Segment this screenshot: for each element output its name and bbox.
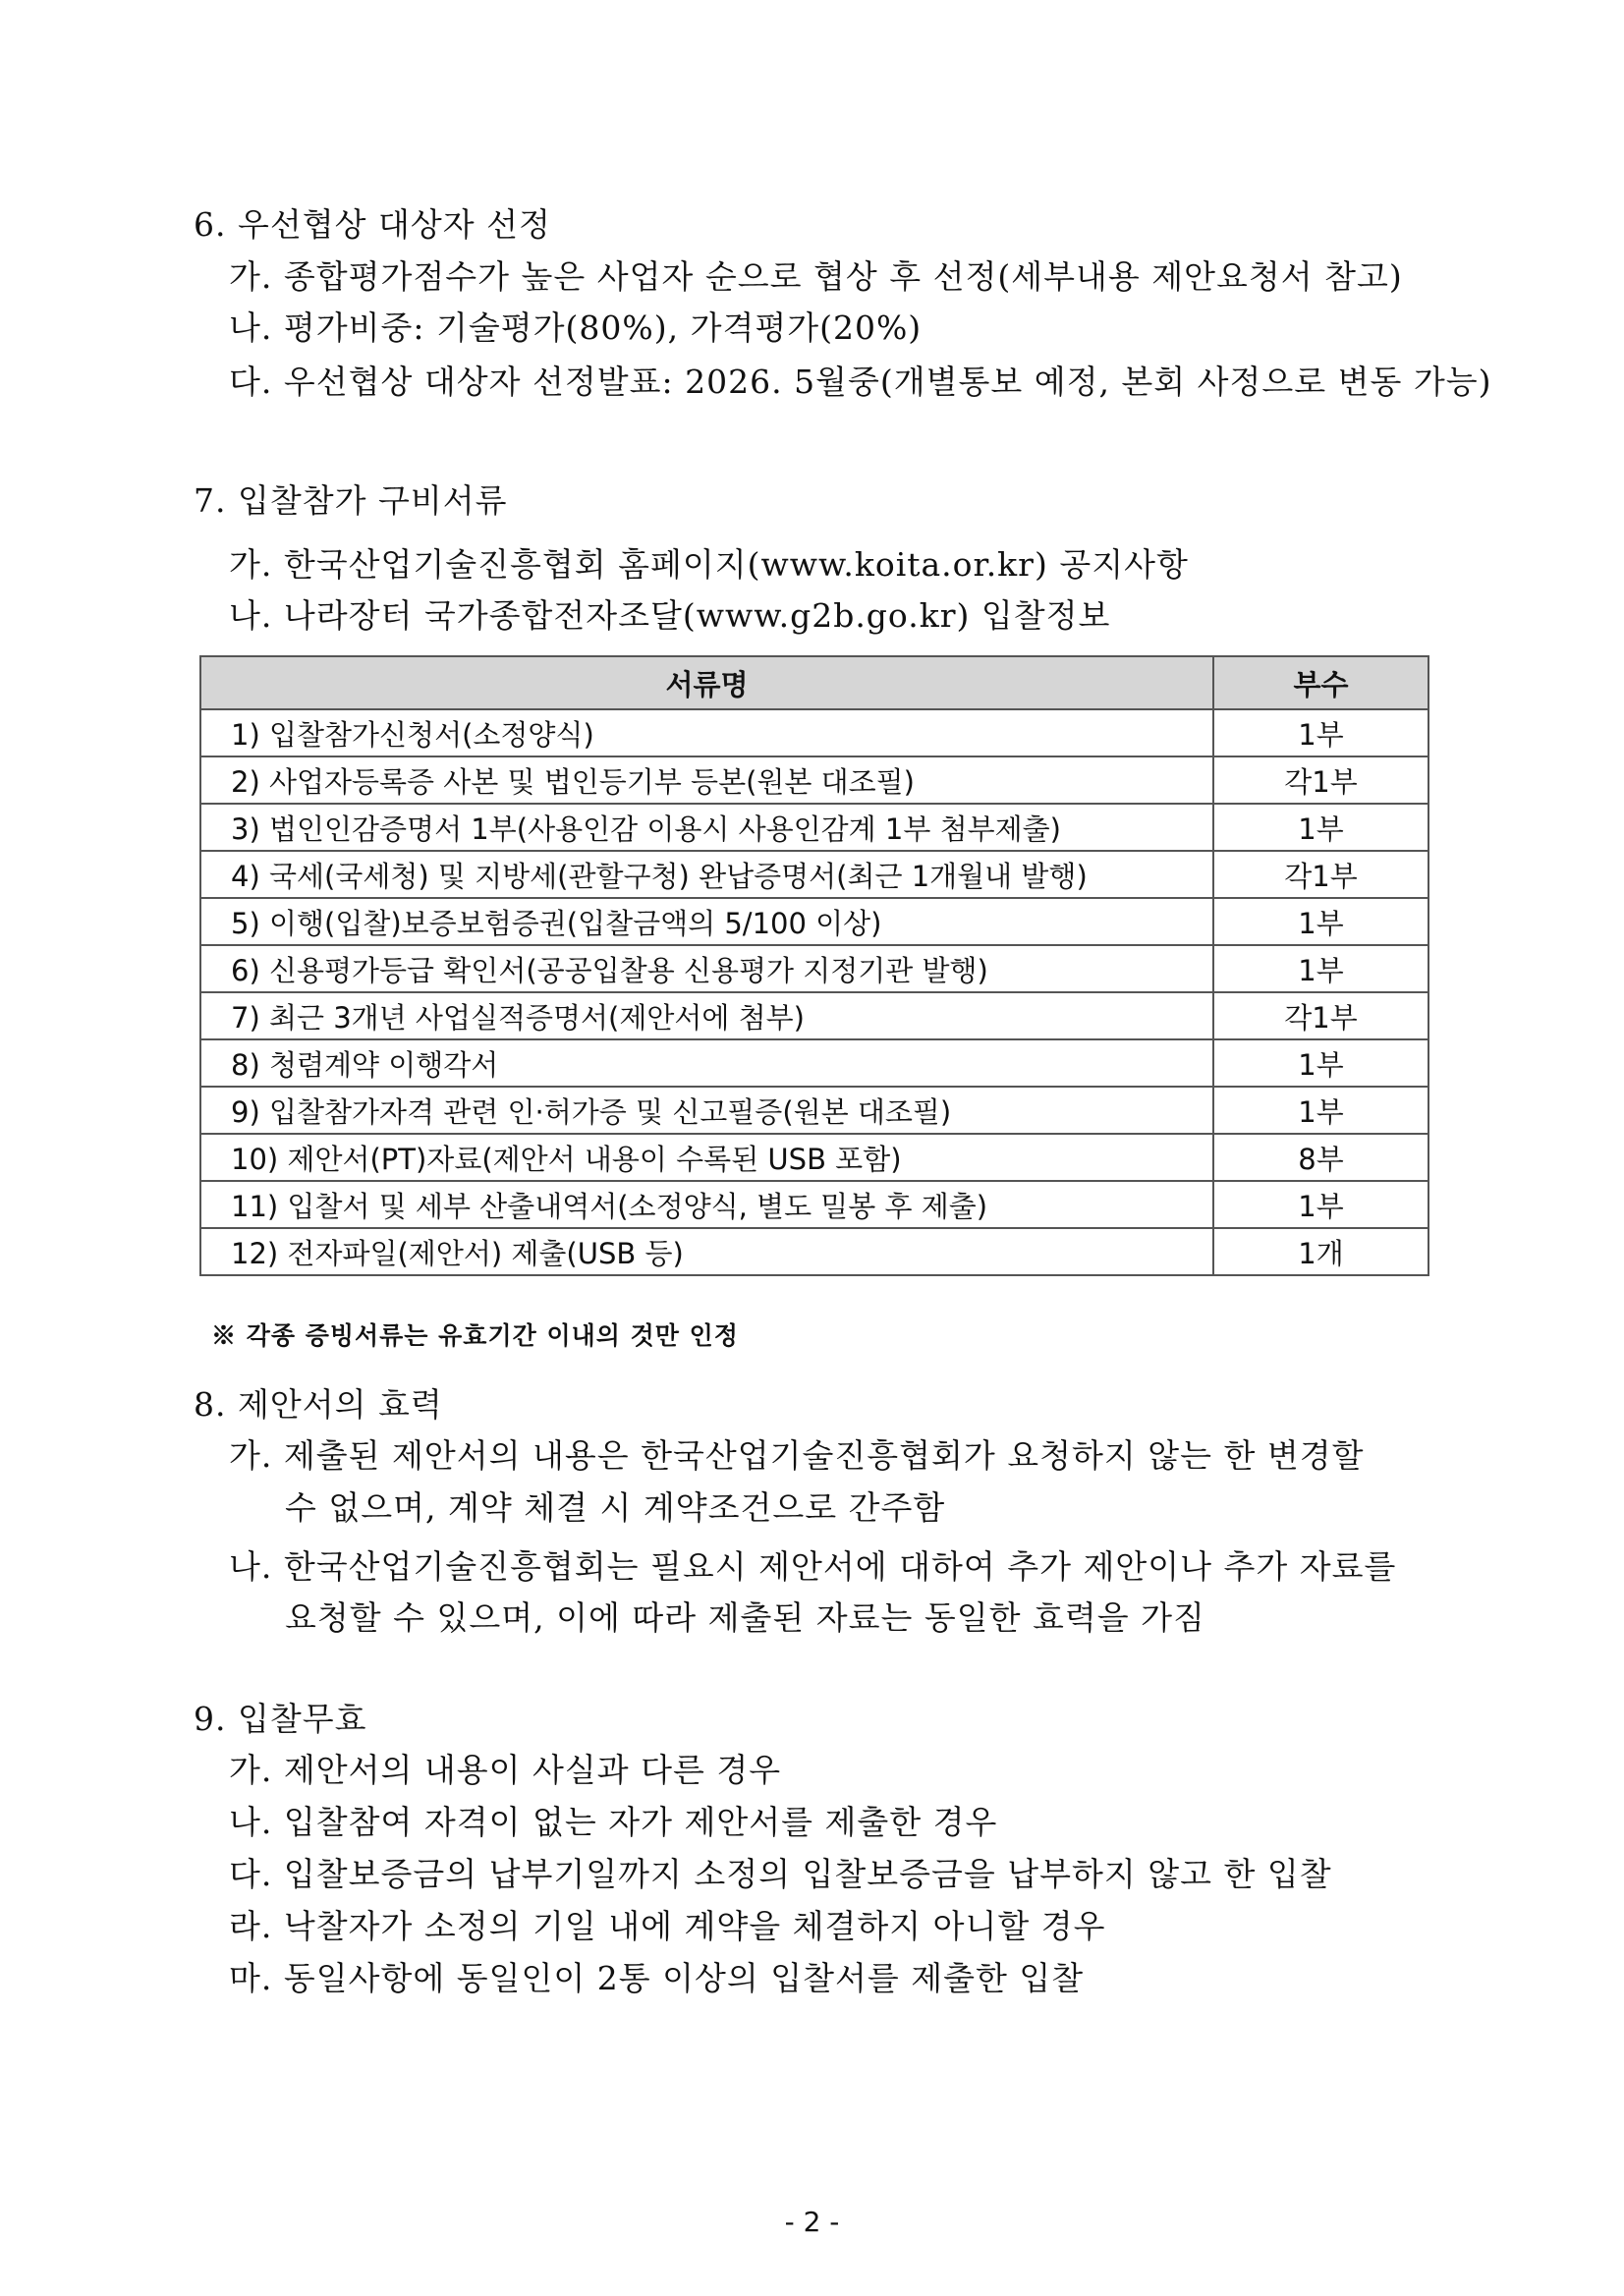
document-name: 12) 전자파일(제안서) 제출(USB 등)	[200, 1228, 1213, 1275]
table-row	[200, 992, 1428, 1039]
table-row	[200, 851, 1428, 898]
table-row	[200, 804, 1428, 851]
document-copies: 각1부	[1213, 851, 1428, 898]
document-copies: 1부	[1213, 1039, 1428, 1087]
document-copies: 8부	[1213, 1134, 1428, 1181]
document-copies: 각1부	[1213, 992, 1428, 1039]
section-9-item-a: 가. 제안서의 내용이 사실과 다른 경우	[229, 1751, 782, 1789]
section-9-item-e: 마. 동일사항에 동일인이 2통 이상의 입찰서를 제출한 입찰	[229, 1959, 1085, 1997]
section-9-item-c: 다. 입찰보증금의 납부기일까지 소정의 입찰보증금을 납부하지 않고 한 입찰	[229, 1855, 1332, 1893]
section-8-item-b-cont: 요청할 수 있으며, 이에 따라 제출된 자료는 동일한 효력을 가짐	[285, 1598, 1205, 1637]
section-9-item-d: 라. 낙찰자가 소정의 기일 내에 계약을 체결하지 아니할 경우	[229, 1907, 1106, 1945]
document-copies: 1부	[1213, 1087, 1428, 1134]
table-row	[200, 1087, 1428, 1134]
document-name: 8) 청렴계약 이행각서	[200, 1039, 1213, 1087]
page-number: - 2 -	[784, 2206, 840, 2238]
document-name: 11) 입찰서 및 세부 산출내역서(소정양식, 별도 밀봉 후 제출)	[200, 1181, 1213, 1228]
section-7-item-a: 가. 한국산업기술진흥협회 홈페이지(www.koita.or.kr) 공지사항	[229, 545, 1189, 584]
document-copies: 각1부	[1213, 756, 1428, 804]
document-name: 10) 제안서(PT)자료(제안서 내용이 수록된 USB 포함)	[200, 1134, 1213, 1181]
section-6-item-c: 다. 우선협상 대상자 선정발표: 2026. 5월중(개별통보 예정, 본회 사정으로 변동 가능)	[229, 363, 1492, 401]
document-copies: 1부	[1213, 1181, 1428, 1228]
document-copies: 1개	[1213, 1228, 1428, 1275]
table-row	[200, 1228, 1428, 1275]
table-row	[200, 1181, 1428, 1228]
section-6-title: 6. 우선협상 대상자 선정	[194, 205, 551, 244]
table-note: ※ 각종 증빙서류는 유효기간 이내의 것만 인정	[211, 1321, 739, 1350]
document-name: 7) 최근 3개년 사업실적증명서(제안서에 첨부)	[200, 992, 1213, 1039]
document-copies: 1부	[1213, 945, 1428, 992]
document-name: 3) 법인인감증명서 1부(사용인감 이용시 사용인감계 1부 첨부제출)	[200, 804, 1213, 851]
section-9-item-b: 나. 입찰참여 자격이 없는 자가 제안서를 제출한 경우	[229, 1803, 998, 1841]
section-8-item-b: 나. 한국산업기술진흥협회는 필요시 제안서에 대하여 추가 제안이나 추가 자료를	[229, 1547, 1397, 1586]
table-row	[200, 1134, 1428, 1181]
document-copies: 1부	[1213, 709, 1428, 756]
document-copies: 1부	[1213, 898, 1428, 945]
section-7-item-b: 나. 나라장터 국가종합전자조달(www.g2b.go.kr) 입찰정보	[229, 596, 1111, 635]
section-9-title: 9. 입찰무효	[194, 1700, 367, 1738]
required-documents-table	[199, 655, 1429, 1276]
document-name: 6) 신용평가등급 확인서(공공입찰용 신용평가 지정기관 발행)	[200, 945, 1213, 992]
table-row	[200, 1039, 1428, 1087]
table-row	[200, 898, 1428, 945]
section-7-title: 7. 입찰참가 구비서류	[194, 481, 508, 520]
table-row	[200, 709, 1428, 756]
document-name: 5) 이행(입찰)보증보험증권(입찰금액의 5/100 이상)	[200, 898, 1213, 945]
section-8-title: 8. 제안서의 효력	[194, 1385, 443, 1424]
document-name: 4) 국세(국세청) 및 지방세(관할구청) 완납증명서(최근 1개월내 발행)	[200, 851, 1213, 898]
document-copies: 1부	[1213, 804, 1428, 851]
column-header-document-name: 서류명	[200, 656, 1213, 709]
table-header-row	[200, 656, 1428, 709]
section-8-item-a: 가. 제출된 제안서의 내용은 한국산업기술진흥협회가 요청하지 않는 한 변경할	[229, 1436, 1365, 1475]
table-row	[200, 945, 1428, 992]
section-6-item-a: 가. 종합평가점수가 높은 사업자 순으로 협상 후 선정(세부내용 제안요청서 참고)	[229, 257, 1403, 296]
table-row	[200, 756, 1428, 804]
document-name: 1) 입찰참가신청서(소정양식)	[200, 709, 1213, 756]
document-name: 9) 입찰참가자격 관련 인·허가증 및 신고필증(원본 대조필)	[200, 1087, 1213, 1134]
document-name: 2) 사업자등록증 사본 및 법인등기부 등본(원본 대조필)	[200, 756, 1213, 804]
section-8-item-a-cont: 수 없으며, 계약 체결 시 계약조건으로 간주함	[285, 1488, 946, 1527]
column-header-copies: 부수	[1213, 656, 1428, 709]
section-6-item-b: 나. 평가비중: 기술평가(80%), 가격평가(20%)	[229, 308, 923, 347]
